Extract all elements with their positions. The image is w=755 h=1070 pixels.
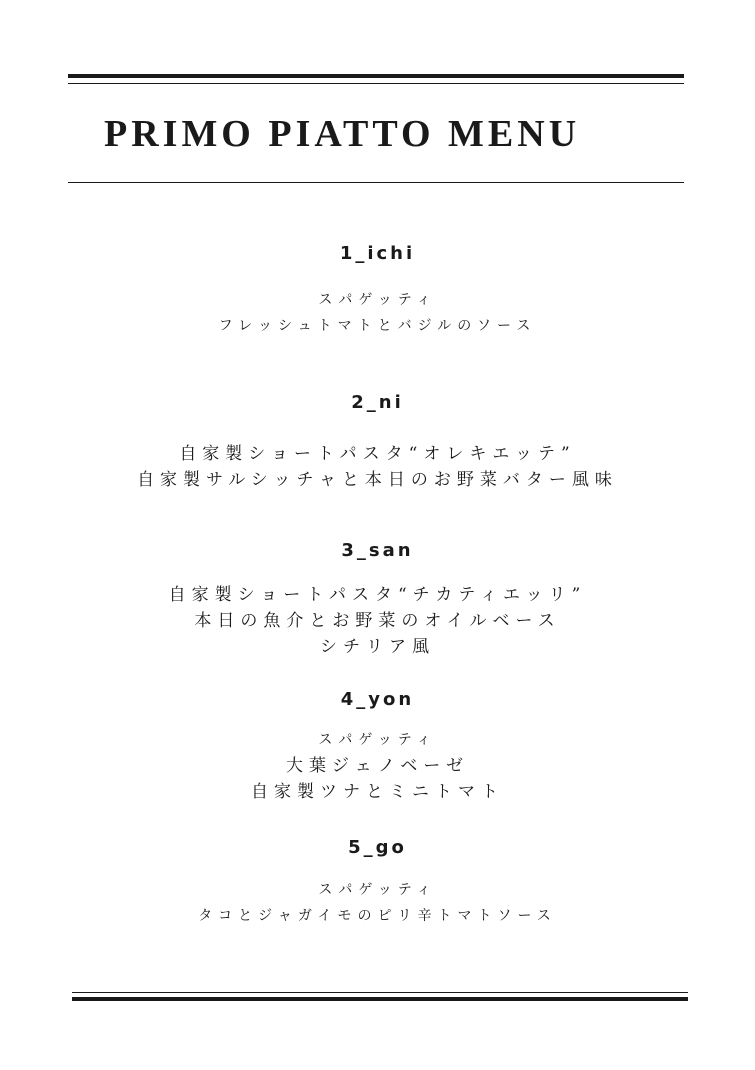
course-heading: 2_ni xyxy=(351,392,404,413)
course-line: 自家製サルシッチャと本日のお野菜バター風味 xyxy=(137,470,618,490)
course-line: 自家製ショートパスタ“オレキエッテ” xyxy=(179,444,576,464)
menu-title: PRIMO PIATTO MENU xyxy=(104,113,581,155)
course-line: 大葉ジェノベーゼ xyxy=(286,756,469,776)
course-line: シチリア風 xyxy=(320,637,435,657)
course-3 xyxy=(0,540,755,660)
course-heading: 3_san xyxy=(341,540,414,561)
course-heading: 5_go xyxy=(348,837,407,858)
course-line: 自家製ツナとミニトマト xyxy=(251,782,504,802)
course-line: フレッシュトマトとバジルのソース xyxy=(218,318,537,334)
course-line: 自家製ショートパスタ“チカティエッリ” xyxy=(168,585,587,605)
course-5 xyxy=(0,837,755,929)
bottom-rule-thin xyxy=(72,992,688,993)
course-line: スパゲッティ xyxy=(318,882,437,898)
top-rule-thin xyxy=(68,83,684,84)
course-2 xyxy=(0,392,755,493)
course-line: スパゲッティ xyxy=(318,292,437,308)
top-rule-thick xyxy=(68,74,684,78)
course-line: タコとジャガイモのピリ辛トマトソース xyxy=(198,908,557,924)
bottom-rule-thick xyxy=(72,997,688,1001)
course-line: スパゲッティ xyxy=(318,732,437,748)
course-1 xyxy=(0,243,755,339)
course-heading: 4_yon xyxy=(340,689,415,710)
course-4 xyxy=(0,689,755,805)
title-divider xyxy=(68,182,684,183)
course-heading: 1_ichi xyxy=(339,243,416,264)
course-line: 本日の魚介とお野菜のオイルベース xyxy=(194,611,561,631)
